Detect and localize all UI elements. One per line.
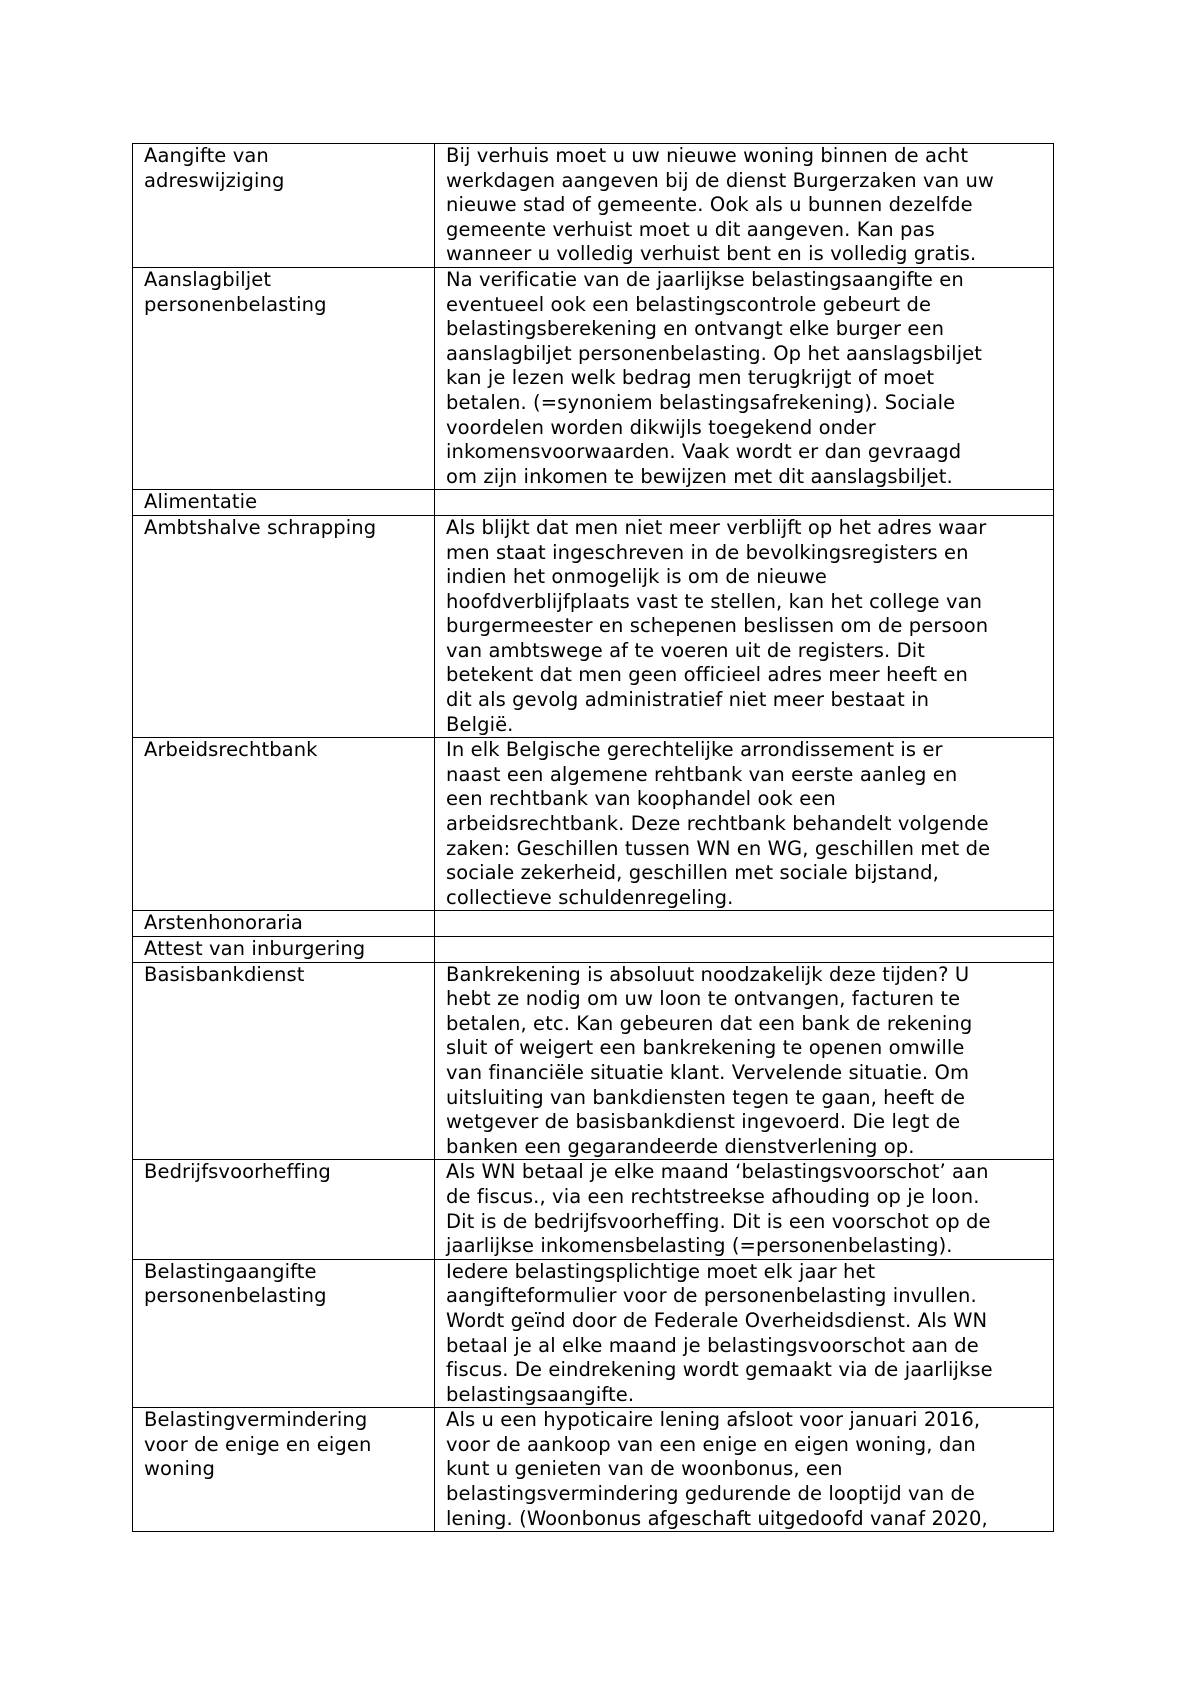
- definition-cell: [435, 1160, 1054, 1259]
- definition-text: Als u een hypoticaire lening afsloot voor januari 2016, voor de aankoop van een enige en eigen woning, dan kunt u genieten van de woonbonus, een belastingsvermindering gedurende de looptijd van de lening. (Woonbonus afgeschaft uitgedoofd vanaf 2020,: [446, 1408, 988, 1530]
- definition-text: Als WN betaal je elke maand ‘belastingsvoorschot’ aan de fiscus., via een rechtstreekse afhouding op je loon. Dit is de bedrijfsvoorheffing. Dit is een voorschot op de jaarlijkse inkomensbelasting (=personenbelasting).: [446, 1160, 991, 1258]
- definition-cell: [435, 490, 1054, 516]
- table-row: [133, 1259, 1054, 1408]
- definition-text: In elk Belgische gerechtelijke arrondissement is er naast een algemene rehtbank van eerste aanleg en een rechtbank van koophandel ook een arbeidsrechtbank. Deze rechtbank behandelt volgende zaken: Geschillen tussen WN en WG, geschillen met de sociale zekerheid, geschillen met sociale bijstand, collectieve schuldenregeling.: [446, 738, 991, 909]
- glossary-table: [132, 143, 1054, 1532]
- table-row: [133, 267, 1054, 489]
- definition-text: [446, 937, 1049, 962]
- definition-cell: [435, 1259, 1054, 1408]
- table-row: [133, 144, 1054, 268]
- term-text: Aangifte van adreswijziging: [144, 144, 285, 192]
- term-text: Alimentatie: [144, 490, 258, 514]
- term-cell: [133, 738, 435, 911]
- definition-cell: [435, 738, 1054, 911]
- term-cell: [133, 515, 435, 737]
- term-cell: [133, 490, 435, 516]
- term-text: Aanslagbiljet personenbelasting: [144, 267, 327, 316]
- term-cell: [133, 1160, 435, 1259]
- definition-text: Iedere belastingsplichtige moet elk jaar het aangifteformulier voor de personenbelasting invullen. Wordt geïnd door de Federale Overheidsdienst. Als WN betaal je al elke maand je belastingsvoorschot aan de fiscus. De eindrekening wordt gemaakt via de jaarlijkse belastingsaangifte.: [446, 1259, 993, 1406]
- definition-cell: [435, 1408, 1054, 1532]
- term-cell: [133, 962, 435, 1160]
- definition-cell: [435, 515, 1054, 737]
- term-text: Attest van inburgering: [144, 937, 366, 960]
- term-cell: [133, 1259, 435, 1408]
- term-cell: [133, 911, 435, 937]
- term-cell: [133, 267, 435, 489]
- term-text: Bedrijfsvoorheffing: [144, 1160, 331, 1184]
- table-row: [133, 911, 1054, 937]
- definition-text: Na verificatie van de jaarlijkse belastingsaangifte en eventueel ook een belastingscontrole gebeurt de belastingsberekening en ontvangt elke burger een aanslagbiljet personenbelasting. Op het aanslagsbiljet kan je lezen welk bedrag men terugkrijgt of moet betalen. (=synoniem belastingsafrekening). Sociale voordelen worden dikwijls toegekend onder inkomensvoorwaarden. Vaak wordt er dan gevraagd om zijn inkomen te bewijzen met dit aanslagsbiljet.: [446, 267, 983, 488]
- term-cell: [133, 144, 435, 268]
- term-text: Arbeidsrechtbank: [144, 738, 318, 762]
- definition-text: Bankrekening is absoluut noodzakelijk deze tijden? U hebt ze nodig om uw loon te ontvangen, facturen te betalen, etc. Kan gebeuren dat een bank de rekening sluit of weigert een bankrekening te openen omwille van financiële situatie klant. Vervelende situatie. Om uitsluiting van bankdiensten tegen te gaan, heeft de wetgever de basisbankdienst ingevoerd. Die legt de banken een gegarandeerde dienstverlening op.: [446, 962, 973, 1158]
- term-text: Arstenhonoraria: [144, 911, 303, 935]
- table-row: [133, 1408, 1054, 1532]
- definition-cell: [435, 144, 1054, 268]
- table-row: [133, 490, 1054, 516]
- term-cell: [133, 937, 435, 963]
- definition-text: [446, 490, 1049, 515]
- definition-text: Als blijkt dat men niet meer verblijft op het adres waar men staat ingeschreven in de bevolkingsregisters en indien het onmogelijk is om de nieuwe hoofdverblijfplaats vast te stellen, kan het college van burgermeester en schepenen beslissen om de persoon van ambtswege af te voeren uit de registers. Dit betekent dat men geen officieel adres meer heeft en dit als gevolg administratief niet meer bestaat in België.: [446, 515, 989, 736]
- term-text: Belastingaangifte personenbelasting: [144, 1259, 327, 1308]
- table-row: [133, 962, 1054, 1160]
- term-text: Basisbankdienst: [144, 962, 305, 986]
- table-row: [133, 1160, 1054, 1259]
- definition-cell: [435, 962, 1054, 1160]
- table-row: [133, 937, 1054, 963]
- table-row: [133, 515, 1054, 737]
- term-text: Ambtshalve schrapping: [144, 515, 377, 539]
- definition-text: Bij verhuis moet u uw nieuwe woning binnen de acht werkdagen aangeven bij de dienst Burgerzaken van uw nieuwe stad of gemeente. Ook als u bunnen dezelfde gemeente verhuist moet u dit aangeven. Kan pas wanneer u volledig verhuist bent en is volledig gratis.: [446, 144, 994, 266]
- term-text: Belastingvermindering voor de enige en eigen woning: [144, 1408, 372, 1481]
- definition-cell: [435, 267, 1054, 489]
- definition-cell: [435, 937, 1054, 963]
- table-row: [133, 738, 1054, 911]
- definition-cell: [435, 911, 1054, 937]
- definition-text: [446, 911, 1049, 936]
- term-cell: [133, 1408, 435, 1532]
